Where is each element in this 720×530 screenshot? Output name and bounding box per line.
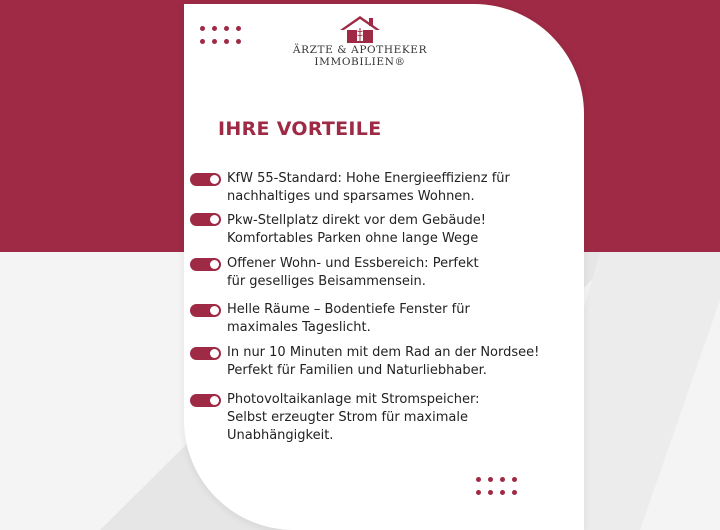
benefit-line: Offener Wohn- und Essbereich: Perfekt [227, 256, 479, 271]
benefit-line: In nur 10 Minuten mit dem Rad an der Nordsee! [227, 345, 540, 360]
benefit-text [227, 170, 557, 206]
brand-name-line1: ÄRZTE & APOTHEKER [292, 44, 428, 56]
benefit-line: Perfekt für Familien und Naturliebhaber. [227, 363, 487, 378]
section-heading: IHRE VORTEILE [218, 118, 382, 140]
benefit-line: Pkw-Stellplatz direkt vor dem Gebäude! [227, 213, 486, 228]
toggle-on-icon [190, 213, 221, 226]
decorative-dots-top [200, 26, 241, 44]
benefit-line: KfW 55-Standard: Hohe Energieeffizienz für [227, 171, 510, 186]
toggle-on-icon [190, 394, 221, 407]
toggle-on-icon [190, 347, 221, 360]
benefit-text [227, 301, 557, 337]
benefit-line: Unabhängigkeit. [227, 428, 334, 443]
benefit-line: nachhaltiges und sparsames Wohnen. [227, 189, 475, 204]
benefit-line: Selbst erzeugter Strom für maximale [227, 410, 468, 425]
benefit-line: maximales Tageslicht. [227, 320, 371, 335]
benefit-line: Helle Räume – Bodentiefe Fenster für [227, 302, 470, 317]
benefit-text [227, 212, 557, 248]
toggle-on-icon [190, 258, 221, 271]
decorative-dots-bottom [476, 477, 517, 495]
benefit-line: für geselliges Beisammensein. [227, 274, 426, 289]
toggle-on-icon [190, 304, 221, 317]
benefit-text [227, 391, 557, 445]
benefit-line: Komfortables Parken ohne lange Wege [227, 231, 479, 246]
benefit-line: Photovoltaikanlage mit Stromspeicher: [227, 392, 480, 407]
brand-logo [280, 14, 440, 68]
brand-name-line2: IMMOBILIEN® [314, 56, 406, 68]
benefit-text [227, 344, 557, 380]
toggle-on-icon [190, 173, 221, 186]
benefit-text [227, 255, 557, 291]
house-caduceus-icon [338, 14, 382, 44]
